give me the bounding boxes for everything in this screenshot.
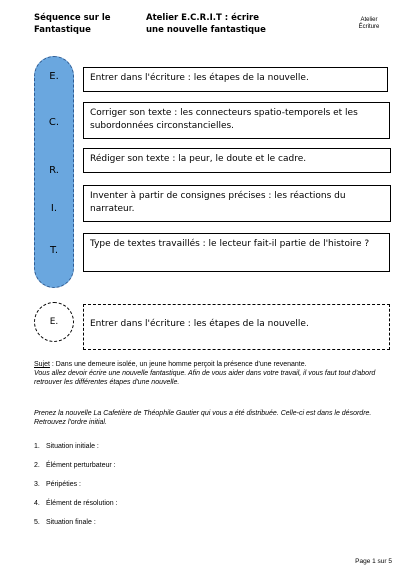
stage-number: 1. — [34, 443, 40, 450]
header-sequence-line1: Séquence sur le — [34, 13, 111, 23]
stage-label: Péripéties : — [45, 481, 81, 488]
subject-instructions: Vous allez devoir écrire une nouvelle fantastique. Afin de vous aider dans votre travail, il vous faut tout d'abord retrouver les différentes étapes d'une nouvelle. — [34, 370, 376, 386]
list-item — [34, 519, 118, 538]
ecrit-letters-pill — [34, 56, 74, 288]
list-item — [34, 481, 118, 500]
stage-number: 4. — [34, 500, 40, 507]
current-step-box: Entrer dans l'écriture : les étapes de la nouvelle. — [83, 304, 390, 350]
step-box-entrer: Entrer dans l'écriture : les étapes de la nouvelle. — [83, 67, 388, 92]
stage-number: 5. — [34, 519, 40, 526]
step-box-rediger: Rédiger son texte : la peur, le doute et le cadre. — [83, 148, 391, 173]
subject-paragraph — [34, 360, 390, 387]
list-item — [34, 500, 118, 519]
stage-number: 3. — [34, 481, 40, 488]
stage-label: Situation initiale : — [45, 443, 99, 450]
page-number: Page 1 sur 5 — [355, 558, 392, 565]
step-letter-i: I. — [50, 203, 58, 214]
step-letter-t: T. — [49, 245, 59, 256]
subject-label: Sujet — [34, 361, 50, 368]
current-step-circle: E. — [34, 302, 74, 342]
header-atelier-line1: Atelier E.C.R.I.T : écrire — [146, 13, 259, 23]
task-paragraph: Prenez la nouvelle La Cafetière de Théophile Gautier qui vous a été distribuée. Celle-ci est dans le désordre. Retrouvez l'ordre initial. — [34, 410, 372, 426]
header-right-line2: Écriture — [358, 24, 380, 30]
step-box-inventer: Inventer à partir de consignes précises : les réactions du narrateur. — [83, 185, 391, 222]
list-item — [34, 443, 118, 462]
step-letter-c: C. — [48, 117, 60, 128]
header-sequence — [34, 12, 134, 36]
stage-label: Situation finale : — [45, 519, 96, 526]
step-box-corriger: Corriger son texte : les connecteurs spatio-temporels et les subordonnées circonstancielles. — [83, 102, 390, 139]
subject-text: : Dans une demeure isolée, un jeune homme perçoit la présence d'une revenante. — [49, 361, 307, 368]
header-atelier-title — [146, 12, 276, 36]
stage-number: 2. — [34, 462, 40, 469]
header-atelier-ecriture — [346, 17, 392, 31]
header-sequence-line2: Fantastique — [34, 25, 91, 35]
stage-label: Élément perturbateur : — [45, 462, 116, 469]
header-right-line1: Atelier — [360, 17, 378, 23]
stages-list — [34, 443, 118, 538]
step-letter-r: R. — [49, 165, 59, 176]
step-box-type: Type de textes travaillés : le lecteur fait-il partie de l'histoire ? — [83, 233, 390, 272]
stage-label: Élément de résolution : — [45, 500, 118, 507]
header-atelier-line2: une nouvelle fantastique — [146, 25, 266, 35]
list-item — [34, 462, 118, 481]
step-letter-e: E. — [49, 71, 59, 82]
